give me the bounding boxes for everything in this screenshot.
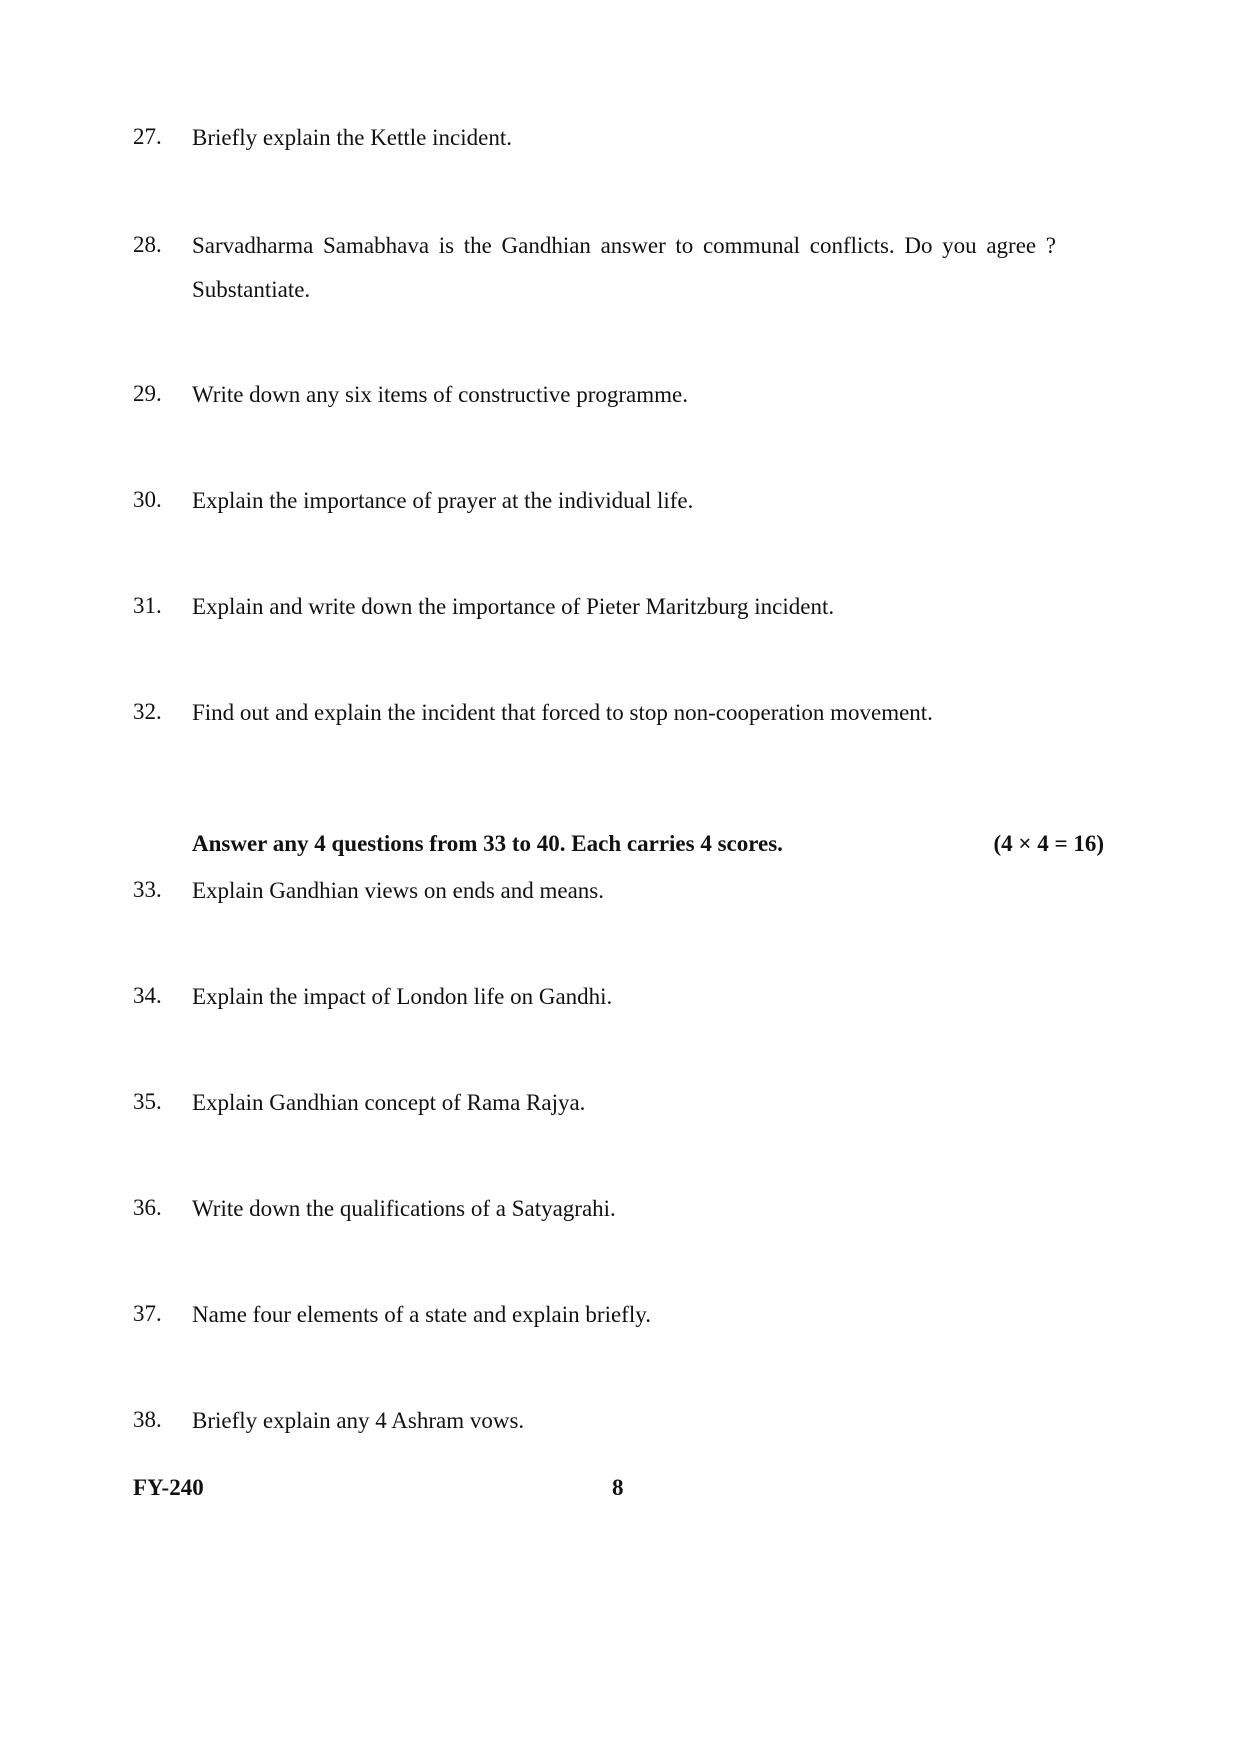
question-33 <box>133 877 1073 905</box>
question-32 <box>133 699 1073 727</box>
question-number: 37. <box>133 1301 162 1326</box>
question-text: Briefly explain any 4 Ashram vows. <box>192 1408 525 1433</box>
marks-allocation: (4 × 4 = 16) <box>993 831 1104 856</box>
question-number: 29. <box>133 381 162 406</box>
question-28 <box>133 224 1073 312</box>
question-31 <box>133 593 1073 621</box>
question-29 <box>133 381 1073 409</box>
question-text: Name four elements of a state and explain briefly. <box>192 1302 651 1327</box>
question-35 <box>133 1089 1073 1117</box>
question-text: Explain Gandhian concept of Rama Rajya. <box>192 1090 586 1115</box>
question-number: 33. <box>133 877 162 902</box>
question-37 <box>133 1301 1073 1329</box>
question-34 <box>133 983 1073 1011</box>
paper-code: FY-240 <box>133 1475 204 1500</box>
question-number: 30. <box>133 487 162 512</box>
question-38 <box>133 1407 1073 1435</box>
question-27 <box>133 124 1073 152</box>
question-text: Sarvadharma Samabhava is the Gandhian answer to communal conflicts. Do you agree ? Substantiate. <box>192 233 1056 302</box>
question-text: Briefly explain the Kettle incident. <box>192 125 512 150</box>
section-instruction <box>192 830 1104 858</box>
question-text: Find out and explain the incident that forced to stop non-cooperation movement. <box>192 700 933 725</box>
question-text: Explain and write down the importance of Pieter Maritzburg incident. <box>192 594 835 619</box>
question-text: Explain the importance of prayer at the individual life. <box>192 488 694 513</box>
question-text: Explain the impact of London life on Gandhi. <box>192 984 613 1009</box>
question-number: 34. <box>133 983 162 1008</box>
question-text: Write down any six items of constructive programme. <box>192 382 689 407</box>
question-number: 27. <box>133 124 162 149</box>
question-number: 32. <box>133 699 162 724</box>
question-number: 38. <box>133 1407 162 1432</box>
instruction-text: Answer any 4 questions from 33 to 40. Each carries 4 scores. <box>192 831 783 856</box>
question-number: 36. <box>133 1195 162 1220</box>
question-text: Explain Gandhian views on ends and means. <box>192 878 604 903</box>
question-36 <box>133 1195 1073 1223</box>
question-30 <box>133 487 1073 515</box>
question-number: 28. <box>133 232 162 257</box>
question-number: 31. <box>133 593 162 618</box>
page-number: 8 <box>612 1475 624 1500</box>
question-text: Write down the qualifications of a Satyagrahi. <box>192 1196 616 1221</box>
question-number: 35. <box>133 1089 162 1114</box>
